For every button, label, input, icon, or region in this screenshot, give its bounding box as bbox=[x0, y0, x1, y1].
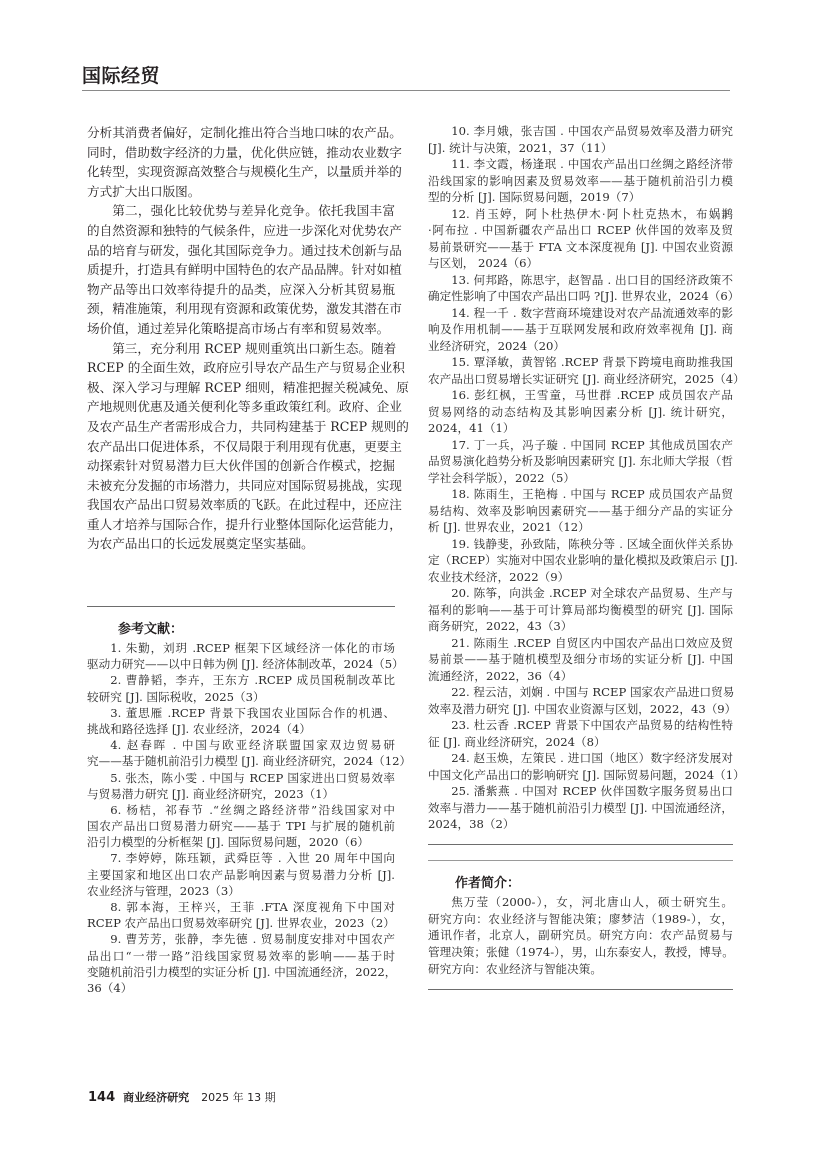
issue-label: 2025 年 13 期 bbox=[201, 1091, 276, 1104]
reference-item-line: 学社会科学版），2022（5） bbox=[428, 470, 576, 485]
reference-item-line: 与区划， 2024（6） bbox=[428, 256, 539, 270]
reference-item-line: 主要国家和地区出口农产品影响因素与贸易潜力分析 [J]. bbox=[87, 867, 395, 882]
reference-item bbox=[87, 770, 395, 802]
reference-item-line: 4. 赵春晖 . 中国与欧亚经济联盟国家双边贸易研 bbox=[110, 738, 395, 753]
reference-item-line: 征 [J]. 商业经济研究，2024（8） bbox=[428, 734, 606, 749]
reference-item-line: 品出口“一带一路”沿线国家贸易效率的影响——基于时 bbox=[87, 948, 395, 963]
reference-item-line: 36（4） bbox=[87, 980, 133, 995]
reference-item bbox=[428, 123, 733, 156]
reference-item-line: 响及作用机制——基于互联网发展和政府效率视角 [J]. 商 bbox=[428, 322, 733, 336]
reference-item-line: 25. 潘紫燕 . 中国对 RCEP 伙伴国数字服务贸易出口 bbox=[451, 784, 733, 798]
body-paragraph-line: 物产品等出口效率待提升的品类，应深入分析其贸易瓶 bbox=[87, 281, 395, 297]
journal-name: 商业经济研究 bbox=[123, 1091, 190, 1104]
reference-item-line: 11. 李文霞，杨逢珉 . 中国农产品出口丝绸之路经济带 bbox=[451, 157, 733, 171]
reference-item-line: 福利的影响——基于可计算局部均衡模型的研究 [J]. 国际 bbox=[428, 602, 733, 617]
reference-item bbox=[428, 635, 733, 685]
reference-item bbox=[428, 536, 738, 586]
reference-item-line: 驱动力研究——以中日韩为例 [J]. 经济体制改革，2024（5） bbox=[87, 657, 404, 672]
reference-item bbox=[87, 705, 395, 737]
body-paragraph-line: 分析其消费者偏好，定制化推出符合当地口味的农产品。 bbox=[87, 125, 402, 140]
reference-item bbox=[428, 684, 737, 717]
body-paragraph-line: 重人才培养与国际合作，提升行业整体国际化运营能力， bbox=[87, 516, 402, 532]
reference-item bbox=[87, 850, 395, 899]
reference-item bbox=[428, 585, 733, 635]
body-paragraph-line: 方式扩大出口版图。 bbox=[87, 183, 201, 199]
reference-item-line: 23. 杜云香 .RCEP 背景下中国农产品贸易的结构性特 bbox=[451, 718, 733, 732]
body-text-column bbox=[87, 123, 409, 554]
body-paragraph-line: 极、深入学习与理解 RCEP 细则，精准把握关税减免、原 bbox=[87, 379, 409, 395]
body-paragraph-line: RCEP 的全面生效，政府应引导农产品生产与贸易企业积 bbox=[87, 360, 405, 376]
reference-item-line: 易前景研究——基于 FTA 文本深度视角 [J]. 中国农业资源 bbox=[428, 239, 733, 254]
reference-item-line: 农业技术经济，2022（9） bbox=[428, 569, 570, 584]
reference-item-line: 中国文化产品出口的影响研究 [J]. 国际贸易问题，2024（1） bbox=[428, 767, 745, 782]
reference-item bbox=[428, 206, 733, 272]
references-end-rule bbox=[428, 844, 733, 845]
reference-item bbox=[428, 783, 733, 833]
page-footer bbox=[88, 1089, 276, 1105]
reference-item bbox=[428, 717, 733, 750]
body-paragraph bbox=[87, 201, 402, 338]
reference-item bbox=[87, 931, 395, 996]
body-paragraph-line: 及农产品生产者需形成合力，共同构建基于 RCEP 规则的 bbox=[87, 418, 409, 434]
reference-item-line: 贸易网络的动态结构及其影响因素分析 [J]. 统计研究， bbox=[428, 404, 733, 419]
author-bio-line: 研究方向：农业经济与智能决策。 bbox=[428, 961, 602, 976]
reference-item-line: 2024，38（2） bbox=[428, 817, 515, 831]
author-bio-bottom-rule bbox=[428, 989, 733, 990]
author-bio-line: 研究方向：农业经济与智能决策；廖梦洁（1989-），女， bbox=[428, 911, 733, 926]
reference-item-line: 22. 程云洁，刘娴 . 中国与 RCEP 国家农产品进口贸易 bbox=[451, 685, 735, 699]
references-list-left bbox=[87, 640, 412, 996]
reference-item-line: 型的分析 [J]. 国际贸易问题，2019（7） bbox=[428, 190, 641, 204]
body-paragraph bbox=[87, 339, 409, 555]
reference-item bbox=[87, 672, 395, 704]
author-bio bbox=[428, 894, 733, 977]
reference-item bbox=[428, 156, 733, 206]
reference-item bbox=[428, 305, 733, 355]
reference-item-line: 商务研究，2022，43（3） bbox=[428, 619, 573, 633]
reference-item bbox=[428, 437, 733, 487]
author-bio-line: 管理决策；张健（1974-），男，山东泰安人，教授，博导。 bbox=[428, 945, 734, 960]
reference-item-line: 18. 陈雨生，王艳梅 . 中国与 RCEP 成员国农产品贸 bbox=[451, 487, 733, 501]
reference-item bbox=[428, 486, 733, 536]
reference-item-line: 2. 曹静韬，李卉，王东方 .RCEP 成员国税制改革比 bbox=[110, 673, 395, 688]
reference-item bbox=[428, 387, 733, 437]
body-paragraph-line: 第二，强化比较优势与差异化竞争。依托我国丰富 bbox=[112, 203, 395, 219]
reference-item-line: 6. 杨桔，祁春节 .“丝绸之路经济带”沿线国家对中 bbox=[110, 802, 395, 817]
body-paragraph-line: 农产品出口促进体系，不仅局限于利用现有优惠，更要主 bbox=[87, 438, 402, 454]
reference-item-line: 19. 钱静斐，孙致陆，陈秧分等 . 区域全面伙伴关系协 bbox=[451, 536, 733, 551]
reference-item-line: 21. 陈雨生 .RCEP 自贸区内中国农产品出口效应及贸 bbox=[451, 635, 733, 650]
reference-item-line: 效率与潜力——基于随机前沿引力模型 [J]. 中国流通经济， bbox=[428, 800, 733, 815]
header-rule bbox=[82, 90, 730, 91]
reference-item-line: 定（RCEP）实施对中国农业影响的量化模拟及政策启示 [J]. bbox=[428, 553, 738, 567]
reference-item-line: RCEP 农产品出口贸易效率研究 [J]. 世界农业，2023（2） bbox=[87, 916, 395, 931]
reference-item-line: 与贸易潜力研究 [J]. 商业经济研究，2023（1） bbox=[87, 786, 335, 801]
references-heading: 参考文献： bbox=[118, 622, 184, 637]
author-bio-top-rule bbox=[428, 860, 733, 861]
reference-item-line: 1. 朱勤，刘玥 .RCEP 框架下区域经济一体化的市场 bbox=[110, 641, 395, 655]
references-divider bbox=[87, 606, 395, 607]
section-title: 国际经贸 bbox=[82, 65, 161, 87]
body-paragraph-line: 产地规则优惠及通关便利化等多重政策红利。政府、企业 bbox=[87, 399, 402, 415]
body-paragraph bbox=[87, 123, 402, 201]
body-paragraph-line: 未被充分发掘的市场潜力，共同应对国际贸易挑战，实现 bbox=[87, 477, 402, 493]
body-paragraph-line: 的自然资源和独特的气候条件，应进一步深化对优势农产 bbox=[87, 222, 402, 238]
reference-item-line: 2024，41（1） bbox=[428, 421, 515, 435]
reference-item bbox=[428, 272, 740, 305]
reference-item-line: 15. 覃泽敏，黄智铭 .RCEP 背景下跨境电商助推我国 bbox=[451, 355, 733, 369]
author-bio-line: 通讯作者，北京人，副研究员。研究方向：农产品贸易与 bbox=[428, 928, 733, 943]
references-list-right bbox=[428, 123, 745, 833]
reference-item-line: 品贸易演化趋势分析及影响因素研究 [J]. 东北师大学报（哲 bbox=[428, 454, 733, 468]
reference-item-line: 效率及潜力研究 [J]. 中国农业资源与区划，2022，43（9） bbox=[428, 701, 737, 716]
reference-item bbox=[87, 802, 395, 851]
body-paragraph-line: 质提升，打造具有鲜明中国特色的农产品品牌。针对如植 bbox=[87, 262, 402, 278]
body-paragraph-line: 品的培育与研发，强化其国际竞争力。通过技术创新与品 bbox=[87, 242, 402, 258]
reference-item-line: 较研究 [J]. 国际税收，2025（3） bbox=[87, 689, 265, 704]
reference-item-line: 挑战和路径选择 [J]. 农业经济，2024（4） bbox=[87, 721, 311, 736]
author-bio-line: 焦万莹（2000-），女，河北唐山人，硕士研究生。 bbox=[451, 895, 733, 909]
reference-item-line: 5. 张杰，陈小雯 . 中国与 RCEP 国家进出口贸易效率 bbox=[110, 770, 395, 785]
author-bio-heading: 作者简介： bbox=[455, 876, 521, 891]
body-paragraph-line: 为农产品出口的长远发展奠定坚实基础。 bbox=[87, 536, 314, 552]
reference-item-line: 8. 郭本海，王梓兴，王菲 .FTA 深度视角下中国对 bbox=[110, 900, 395, 914]
reference-item-line: 沿线国家的影响因素及贸易效率——基于随机前沿引力模 bbox=[428, 173, 733, 188]
reference-item-line: ·阿布拉 . 中国新疆农产品出口 RCEP 伙伴国的效率及贸 bbox=[428, 223, 733, 237]
reference-item bbox=[428, 354, 745, 387]
reference-item-line: 国农产品出口贸易潜力研究——基于 TPI 与扩展的随机前 bbox=[87, 819, 395, 834]
body-paragraph-line: 场价值，通过差异化策略提高市场占有率和贸易效率。 bbox=[87, 320, 390, 336]
body-paragraph-line: 化转型，实现资源高效整合与规模化生产，以量质并举的 bbox=[87, 164, 402, 180]
reference-item-line: 易前景——基于随机模型及细分市场的实证分析 [J]. 中国 bbox=[428, 652, 733, 666]
reference-item-line: 易结构、效率及影响因素研究——基于细分产品的实证分 bbox=[428, 503, 733, 518]
reference-item-line: 24. 赵玉焕，左策民 . 进口国（地区）数字经济发展对 bbox=[451, 751, 733, 765]
reference-item-line: 3. 董思雁 .RCEP 背景下我国农业国际合作的机遇、 bbox=[110, 705, 395, 720]
reference-item-line: 变随机前沿引力模型的实证分析 [J]. 中国流通经济，2022， bbox=[87, 964, 397, 979]
reference-item bbox=[87, 640, 404, 672]
reference-item-line: 农业经济与管理，2023（3） bbox=[87, 883, 240, 898]
reference-item-line: 9. 曹芳芳，张静，李先德 . 贸易制度安排对中国农产 bbox=[110, 932, 395, 947]
reference-item-line: 20. 陈筝，向洪金 .RCEP 对全球农产品贸易、生产与 bbox=[451, 586, 733, 600]
reference-item bbox=[87, 899, 395, 931]
reference-item-line: 流通经济，2022，36（4） bbox=[428, 668, 573, 683]
reference-item-line: 7. 李婷婷，陈珏颖，武舜臣等 . 入世 20 周年中国向 bbox=[110, 851, 395, 866]
reference-item-line: 沿引力模型的分析框架 [J]. 国际贸易问题，2020（6） bbox=[87, 835, 369, 850]
reference-item-line: 17. 丁一兵，冯子璇 . 中国同 RCEP 其他成员国农产 bbox=[451, 437, 733, 452]
reference-item-line: 确定性影响了中国农产品出口吗 ?[J]. 世界农业，2024（6） bbox=[428, 289, 740, 303]
body-paragraph-line: 我国农产品出口贸易效率质的飞跃。在此过程中，还应注 bbox=[87, 497, 402, 513]
reference-item-line: 析 [J]. 世界农业，2021（12） bbox=[428, 520, 590, 534]
reference-item-line: 12. 肖玉婷，阿卜杜热伊木·阿卜杜克热木，布娲鹣 bbox=[451, 206, 733, 221]
page-number: 144 bbox=[88, 1090, 116, 1105]
reference-item-line: 16. 彭红枫，王雪童，马世群 .RCEP 成员国农产品 bbox=[451, 388, 733, 402]
reference-item-line: 14. 程一千 . 数字营商环境建设对农产品流通效率的影 bbox=[451, 305, 733, 320]
reference-item-line: 13. 何邦路，陈思宇，赵智晶 . 出口目的国经济政策不 bbox=[451, 272, 733, 287]
reference-item bbox=[87, 737, 412, 769]
reference-item-line: 农产品出口贸易增长实证研究 [J]. 商业经济研究，2025（4） bbox=[428, 371, 745, 386]
body-paragraph-line: 第三，充分利用 RCEP 规则重筑出口新生态。随着 bbox=[112, 340, 397, 356]
reference-item-line: 究——基于随机前沿引力模型 [J]. 商业经济研究，2024（12） bbox=[87, 754, 412, 769]
body-paragraph-line: 同时，借助数字经济的力量，优化供应链，推动农业数字 bbox=[87, 144, 402, 160]
reference-item-line: 10. 李月娥，张吉国 . 中国农产品贸易效率及潜力研究 bbox=[451, 124, 733, 138]
body-paragraph-line: 颈，精准施策，利用现有资源和政策优势，激发其潜在市 bbox=[87, 301, 402, 317]
reference-item-line: 业经济研究，2024（20） bbox=[428, 338, 566, 353]
reference-item-line: [J]. 统计与决策，2021，37（11） bbox=[428, 140, 613, 155]
reference-item bbox=[428, 750, 745, 783]
body-paragraph-line: 动探索针对贸易潜力巨大伙伴国的创新合作模式，挖掘 bbox=[87, 458, 395, 474]
